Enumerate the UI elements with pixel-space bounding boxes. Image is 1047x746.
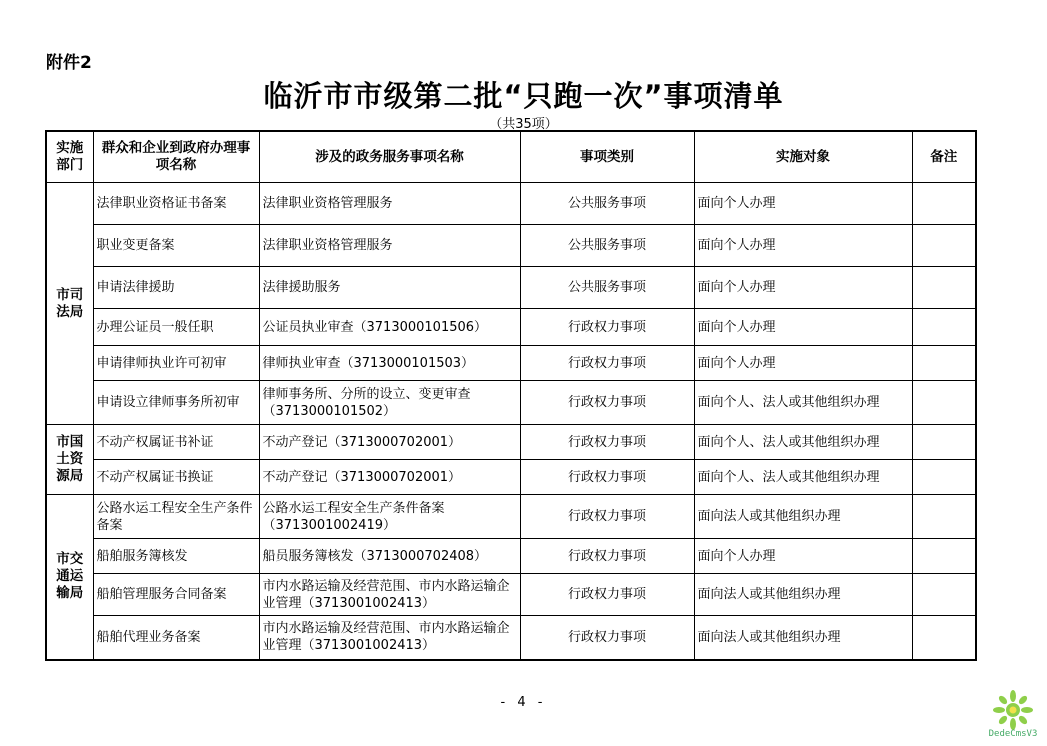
table-header-row (46, 131, 976, 183)
watermark-text: DedeCmsV3 (988, 729, 1038, 739)
note-cell (912, 267, 976, 309)
table-row (46, 574, 976, 616)
target-cell: 面向个人办理 (694, 346, 912, 381)
attachment-label: 附件2 (46, 53, 92, 73)
item-cell: 船舶代理业务备案 (93, 616, 259, 660)
target-cell: 面向个人办理 (694, 183, 912, 225)
table-row (46, 495, 976, 539)
target-cell: 面向个人办理 (694, 539, 912, 574)
target-cell: 面向个人、法人或其他组织办理 (694, 460, 912, 495)
item-cell: 职业变更备案 (93, 225, 259, 267)
table-row (46, 460, 976, 495)
target-cell: 面向法人或其他组织办理 (694, 495, 912, 539)
col-header-category: 事项类别 (520, 131, 694, 183)
category-cell: 行政权力事项 (520, 381, 694, 425)
note-cell (912, 460, 976, 495)
table-row (46, 381, 976, 425)
table-row (46, 225, 976, 267)
service-cell: 市内水路运输及经营范围、市内水路运输企业管理（3713001002413） (259, 574, 520, 616)
items-table (45, 130, 977, 661)
table-row (46, 309, 976, 346)
dept-cell: 市交通运输局 (46, 495, 93, 660)
category-cell: 行政权力事项 (520, 346, 694, 381)
note-cell (912, 539, 976, 574)
item-cell: 法律职业资格证书备案 (93, 183, 259, 225)
target-cell: 面向个人、法人或其他组织办理 (694, 381, 912, 425)
service-cell: 律师事务所、分所的设立、变更审查（3713000101502） (259, 381, 520, 425)
service-cell: 法律援助服务 (259, 267, 520, 309)
category-cell: 行政权力事项 (520, 574, 694, 616)
dept-cell: 市国土资源局 (46, 425, 93, 495)
target-cell: 面向法人或其他组织办理 (694, 574, 912, 616)
category-cell: 行政权力事项 (520, 616, 694, 660)
col-header-service: 涉及的政务服务事项名称 (259, 131, 520, 183)
item-cell: 船舶管理服务合同备案 (93, 574, 259, 616)
note-cell (912, 495, 976, 539)
service-cell: 船员服务簿核发（3713000702408） (259, 539, 520, 574)
service-cell: 不动产登记（3713000702001） (259, 425, 520, 460)
item-cell: 办理公证员一般任职 (93, 309, 259, 346)
col-header-note: 备注 (912, 131, 976, 183)
item-cell: 船舶服务簿核发 (93, 539, 259, 574)
table-row (46, 183, 976, 225)
service-cell: 法律职业资格管理服务 (259, 225, 520, 267)
note-cell (912, 616, 976, 660)
item-cell: 不动产权属证书补证 (93, 425, 259, 460)
note-cell (912, 381, 976, 425)
target-cell: 面向法人或其他组织办理 (694, 616, 912, 660)
note-cell (912, 346, 976, 381)
service-cell: 公路水运工程安全生产条件备案（3713001002419） (259, 495, 520, 539)
col-header-dept: 实施部门 (46, 131, 93, 183)
item-cell: 申请设立律师事务所初审 (93, 381, 259, 425)
note-cell (912, 574, 976, 616)
note-cell (912, 425, 976, 460)
item-cell: 不动产权属证书换证 (93, 460, 259, 495)
target-cell: 面向个人办理 (694, 267, 912, 309)
dept-cell: 市司法局 (46, 183, 93, 425)
table-row (46, 616, 976, 660)
target-cell: 面向个人、法人或其他组织办理 (694, 425, 912, 460)
service-cell: 律师执业审查（3713000101503） (259, 346, 520, 381)
category-cell: 公共服务事项 (520, 183, 694, 225)
category-cell: 公共服务事项 (520, 225, 694, 267)
note-cell (912, 225, 976, 267)
note-cell (912, 183, 976, 225)
service-cell: 市内水路运输及经营范围、市内水路运输企业管理（3713001002413） (259, 616, 520, 660)
page-number: - 4 - (500, 695, 547, 710)
note-cell (912, 309, 976, 346)
category-cell: 公共服务事项 (520, 267, 694, 309)
category-cell: 行政权力事项 (520, 460, 694, 495)
category-cell: 行政权力事项 (520, 495, 694, 539)
category-cell: 行政权力事项 (520, 425, 694, 460)
item-count: （共35项） (489, 117, 558, 132)
item-cell: 申请律师执业许可初审 (93, 346, 259, 381)
table-row (46, 346, 976, 381)
service-cell: 不动产登记（3713000702001） (259, 460, 520, 495)
table-row (46, 425, 976, 460)
category-cell: 行政权力事项 (520, 309, 694, 346)
service-cell: 公证员执业审查（3713000101506） (259, 309, 520, 346)
col-header-item: 群众和企业到政府办理事项名称 (93, 131, 259, 183)
category-cell: 行政权力事项 (520, 539, 694, 574)
target-cell: 面向个人办理 (694, 225, 912, 267)
document-title: 临沂市市级第二批“只跑一次”事项清单 (263, 79, 784, 113)
item-cell: 公路水运工程安全生产条件备案 (93, 495, 259, 539)
col-header-target: 实施对象 (694, 131, 912, 183)
item-cell: 申请法律援助 (93, 267, 259, 309)
table-row (46, 267, 976, 309)
table-row (46, 539, 976, 574)
target-cell: 面向个人办理 (694, 309, 912, 346)
service-cell: 法律职业资格管理服务 (259, 183, 520, 225)
